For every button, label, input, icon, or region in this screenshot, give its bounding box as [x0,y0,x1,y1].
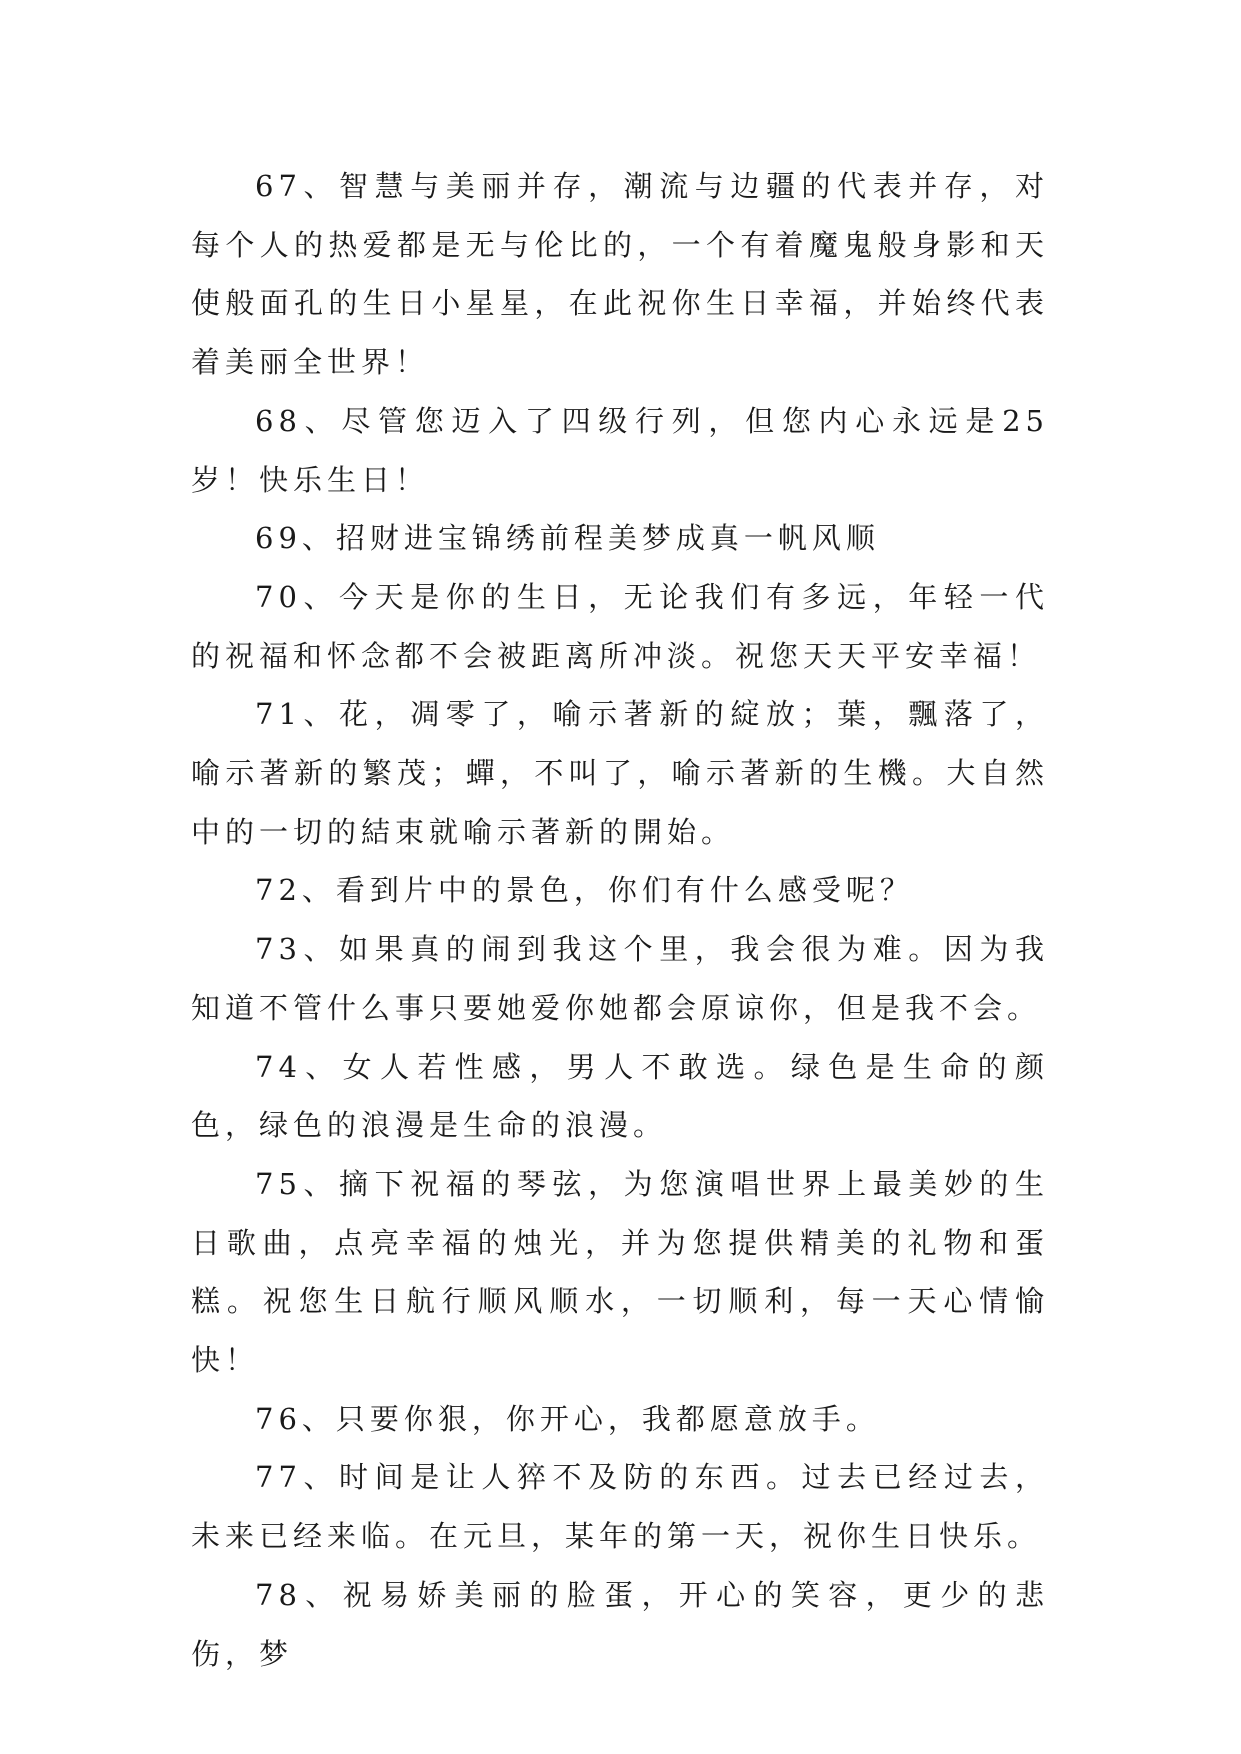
paragraph-75: 75、摘下祝福的琴弦，为您演唱世界上最美妙的生日歌曲，点亮幸福的烛光，并为您提供精美的礼物和蛋糕。祝您生日航行顺风顺水，一切顺利，每一天心情愉快！ [191,1166,1049,1378]
paragraph-71: 71、花，凋零了，喻示著新的綻放；葉，飄落了，喻示著新的繁茂；蟬，不叫了，喻示著新的生機。大自然中的一切的結束就喻示著新的開始。 [191,697,1049,849]
paragraph-70: 70、今天是你的生日，无论我们有多远，年轻一代的祝福和怀念都不会被距离所冲淡。祝您天天平安幸福！ [191,579,1049,673]
paragraph-69: 69、招财进宝锦绣前程美梦成真一帆风顺 [255,521,880,556]
paragraph-73: 73、如果真的闹到我这个里，我会很为难。因为我知道不管什么事只要她爱你她都会原谅你，但是我不会。 [191,932,1049,1025]
paragraph-74: 74、女人若性感，男人不敢选。绿色是生命的颜色，绿色的浪漫是生命的浪漫。 [191,1049,1049,1143]
paragraph-76: 76、只要你狠，你开心，我都愿意放手。 [255,1401,880,1436]
paragraph-72: 72、看到片中的景色，你们有什么感受呢？ [255,873,914,908]
paragraph-68: 68、尽管您迈入了四级行列，但您内心永远是25岁！快乐生日！ [191,403,1049,497]
paragraph-77: 77、时间是让人猝不及防的东西。过去已经过去，未来已经来临。在元旦，某年的第一天，祝你生日快乐。 [191,1460,1049,1554]
document-body [191,157,1049,1683]
paragraph-78: 78、祝易娇美丽的脸蛋，开心的笑容，更少的悲伤，梦 [191,1577,1049,1671]
paragraph-67: 67、智慧与美丽并存，潮流与边疆的代表并存，对每个人的热爱都是无与伦比的，一个有着魔鬼般身影和天使般面孔的生日小星星，在此祝你生日幸福，并始终代表着美丽全世界！ [191,169,1049,380]
